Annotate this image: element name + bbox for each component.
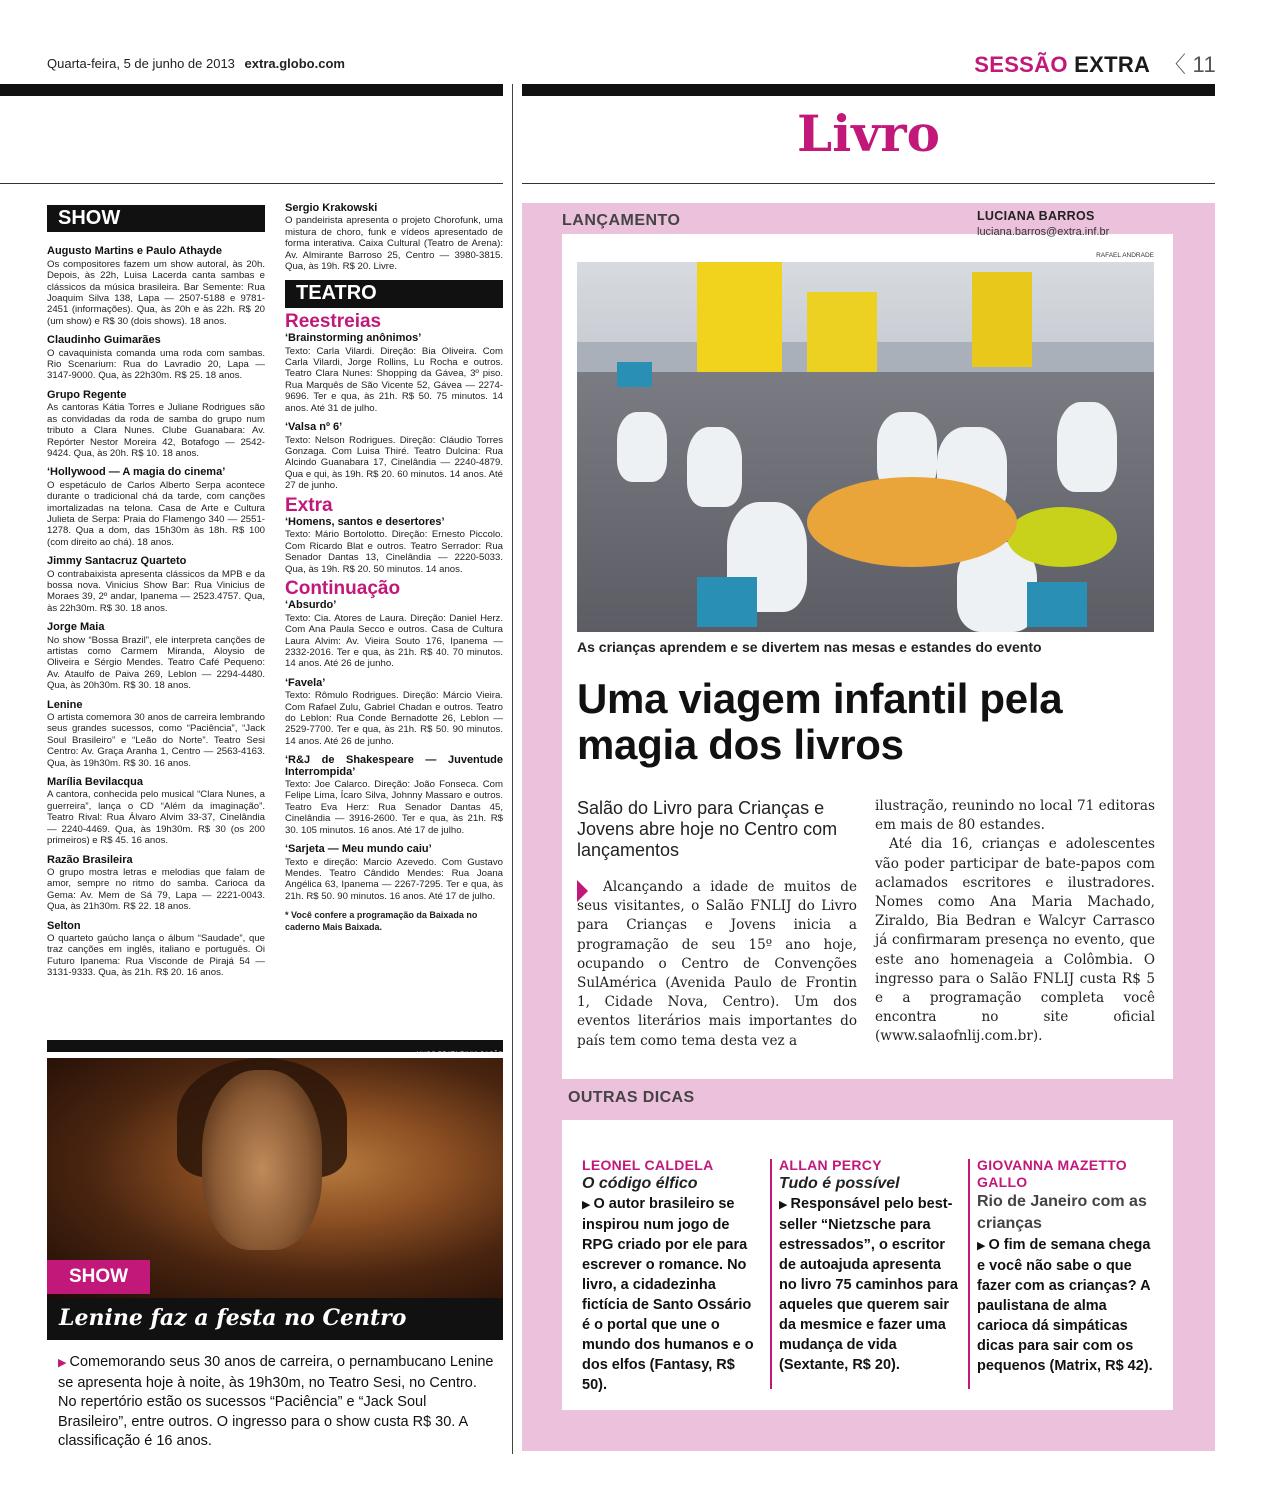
feature-body (58, 1353, 498, 1452)
headline: Uma viagem infantil pela magia dos livros (577, 675, 1063, 768)
feature-title: Lenine faz a festa no Centro (47, 1298, 503, 1340)
listing-text: As cantoras Kátia Torres e Juliane Rodrigues são as convidadas da roda de samba do grupo num tributo a Clara Nunes. Clube Guanabara: Av. Repórter Nestor Moreira 42, Botafogo — 2542-9424. Qua, às 20h. R$ 10. 18 anos. (47, 402, 265, 459)
body-column-2 (875, 797, 1155, 1047)
listing-item (47, 390, 265, 459)
dica-title: O código élfico (582, 1175, 698, 1192)
dica-body (779, 1194, 959, 1375)
kids-photo (577, 262, 1154, 632)
listing-text: O espetáculo de Carlos Alberto Serpa acontece durante o tradicional chá da tarde, com canções imortalizadas na telona. Casa de Arte e Cultura Julieta de Serpa: Praia do Flamengo 340 — 2551-1278. Qua a dom, das 15h30m às 18h. R$ 100 (com direito ao chá). 18 anos. (47, 479, 265, 548)
dica-body (582, 1194, 762, 1395)
body-column-1 (577, 878, 857, 1051)
listing-text: Texto e direção: Marcio Azevedo. Com Gustavo Mendes. Teatro Cândido Mendes: Rua Joana Angélica 63, Ipanema — 2267-7295. Ter e qua, às 21h. R$ 50. 90 minutos. 16 anos. Até 17 de julho. (285, 856, 503, 902)
dica-body-text: O autor brasileiro se inspirou num jogo de RPG criado por ele para escrever o romance. No livro, a cidadezinha fictícia de Santo Ossário é o portal que une o mundo dos humanos e o dos elfos (Fantasy, R$ 50). (582, 1196, 754, 1393)
dica-card (779, 1157, 959, 1375)
listing-text: O artista comemora 30 anos de carreira lembrando seus grandes sucessos, como “Paciência”, “Jack Soul Brasileiro” e “Leão do Norte”. Teatro Sesi Centro: Av. Graça Aranha 1, Centro — 2563-4163. Qua, às 19h30m. R$ 30. 16 anos. (47, 712, 265, 769)
listing-title: Jimmy Santacruz Quarteto (47, 555, 187, 568)
listing-text: Texto: Rômulo Rodrigues. Direção: Márcio Vieira. Com Rafael Zulu, Gabriel Chadan e outros. Teatro do Leblon: Rua Conde Bernadotte 26, Leblon — 2529-7700. Ter e qua, às 21h. R$ 50. 90 minutos. 14 anos. Até 26 de junho. (285, 690, 503, 747)
thin-rule-right (522, 183, 1215, 184)
photo-child (617, 412, 667, 482)
photo-face-shape (202, 1070, 322, 1250)
listing-item (47, 622, 265, 691)
listing-title: Jorge Maia (47, 621, 105, 634)
dica-body-text: O fim de semana chega e você não sabe o que fazer com as crianças? A paulistana de alma carioca dá simpáticas dicas para sair com os pequenos (Matrix, R$ 42). (977, 1237, 1153, 1374)
subhead-reestreias: Reestreias (285, 310, 382, 332)
section-header (974, 48, 1216, 79)
feature-body-text: Comemorando seus 30 anos de carreira, o pernambucano Lenine se apresenta hoje à noite, às 19h30m, no Teatro Sesi, no Centro. No repertório estão os sucessos “Paciência” e “Jack Soul Brasileiro”, entre outros. O ingresso para o show custa R$ 30. A classificação é 16 anos. (58, 1354, 494, 1449)
dica-author: GIOVANNA MAZETTO GALLO (977, 1157, 1127, 1190)
dica-divider (968, 1159, 970, 1389)
listing-item (47, 855, 265, 913)
teatro-listings (285, 203, 503, 933)
subhead-extra: Extra (285, 494, 333, 516)
author-email[interactable]: luciana.barros@extra.inf.br (977, 226, 1110, 238)
deck: Salão do Livro para Crianças e Jovens abre hoje no Centro com lançamentos (577, 798, 838, 860)
listing-title: Claudinho Guimarães (47, 334, 161, 347)
section-label-b: EXTRA (1074, 52, 1150, 77)
dica-author: ALLAN PERCY (779, 1157, 882, 1173)
listing-item (285, 678, 503, 747)
listing-item (285, 333, 503, 414)
listing-title: Razão Brasileira (47, 853, 133, 866)
footnote: * Você confere a programação da Baixada no caderno Mais Baixada. (285, 910, 478, 932)
dica-title: Tudo é possível (779, 1175, 900, 1192)
listing-item (47, 777, 265, 846)
listing-text: Texto: Joe Calarco. Direção: João Fonseca. Com Felipe Lima, Ícaro Silva, Johnny Massaro e outros. Teatro Eva Herz: Rua Senador Dantas 45, Cinelândia — 3916-2600. Ter e qua, às 21h. R$ 30. 105 minutos. 16 anos. Até 17 de julho. (285, 779, 503, 836)
listing-text: Texto: Carla Vilardi. Direção: Bia Oliveira. Com Carla Vilardi, Jorge Rollins, Lu Rocha e outros. Teatro Clara Nunes: Shopping da Gávea, 3º piso. Rua Marquês de São Vicente 52, Gávea — 2274-9696. Ter e qua, às 21h. R$ 50. 75 minutos. 14 anos. Até 31 de julho. (285, 345, 503, 414)
listing-text: O cavaquinista comanda uma roda com sambas. Rio Scenarium: Rua do Lavradio 20, Lapa — 3147-9000. Qua, às 22h30m. R$ 25. 18 anos. (47, 347, 265, 382)
author-name: LUCIANA BARROS (977, 209, 1095, 223)
page-date (47, 56, 345, 71)
dica-card (582, 1157, 762, 1395)
listing-item (285, 755, 503, 836)
article-label: LANÇAMENTO (562, 212, 681, 229)
listing-item (285, 422, 503, 491)
show-tag: SHOW (47, 1260, 150, 1294)
photo-table (807, 477, 1017, 567)
photo-stool (617, 362, 652, 387)
dica-divider (770, 1159, 772, 1389)
bullet-triangle-icon: ▶ (977, 1240, 986, 1252)
bullet-triangle-icon: ▶ (779, 1199, 788, 1211)
photo-yellow-panel (807, 292, 877, 372)
dica-author: LEONEL CALDELA (582, 1157, 714, 1173)
photo-yellow-panel (697, 262, 782, 372)
listing-item (285, 600, 503, 669)
listing-title: Lenine (47, 698, 83, 711)
body-text: Até dia 16, crianças e adolescentes vão poder participar de bate-papos com aclamados escritores e ilustradores. Nomes como Ana Maria Machado, Ziraldo, Bia Bedran e Walcyr Carrasco já confirmaram presença no evento, que este ano homenageia a Colômbia. O ingresso para o Salão FNLIJ custa R$ 5 e a programação completa você encontra no site oficial (www.salaofnlij.com.br). (875, 836, 1155, 1045)
listing-item (47, 246, 265, 327)
listing-title: ‘R&J de Shakespeare — Juventude Interrompida’ (285, 754, 503, 778)
column-divider (512, 84, 513, 1454)
listing-text: O pandeirista apresenta o projeto Chorofunk, uma mistura de choro, funk e vídeos apresentado de forma interativa. Caixa Cultural (Teatro de Arena): Av. Almirante Barroso 25, Centro — 3980-3815. Qua, às 19h. R$ 20. Livre. (285, 215, 503, 273)
photo-child (687, 427, 742, 507)
listing-text: Texto: Nelson Rodrigues. Direção: Cláudio Torres Gonzaga. Com Luisa Thiré. Teatro Dulcina: Rua Alcindo Guanabara 17, Cinelândia — 2240-4879. Qua e qui, às 19h. R$ 20. 60 minutos. 14 anos. Até 27 de junho. (285, 434, 503, 492)
photo-credit: HUGO PRATA/DIVULGAÇÃO (416, 1051, 503, 1058)
listing-title: Selton (47, 919, 81, 932)
photo-credit: RAFAEL ANDRADE (1096, 252, 1154, 259)
outras-dicas-label: OUTRAS DICAS (568, 1089, 695, 1106)
listing-title: ‘Sarjeta — Meu mundo caiu’ (285, 843, 432, 856)
listing-item (47, 700, 265, 769)
photo-yellow-panel (972, 272, 1032, 367)
listing-item (47, 921, 265, 979)
show-heading: SHOW (47, 205, 265, 232)
listing-item (285, 844, 503, 902)
listing-text: Texto: Mário Bortolotto. Direção: Ernesto Piccolo. Com Ricardo Blat e outros. Teatro Serrador: Rua Senador Dantas 13, Cinelândia — 2220-5033. Qua, às 19h. R$ 20. 50 minutos. 14 anos. (285, 529, 503, 575)
listing-item (285, 517, 503, 575)
teatro-heading: TEATRO (285, 280, 503, 307)
section-label-a: SESSÃO (974, 52, 1068, 77)
listing-item (47, 335, 265, 382)
photo-stool (697, 577, 757, 627)
site-url[interactable]: extra.globo.com (244, 56, 345, 71)
section-title: Livro (797, 104, 940, 163)
top-rule-right (522, 84, 1215, 96)
listing-title: Sergio Krakowski (285, 202, 378, 214)
body-text: ilustração, reunindo no local 71 editoras em mais de 80 estandes. (875, 798, 1155, 834)
date-text: Quarta-feira, 5 de junho de 2013 (47, 56, 235, 71)
listing-text: O contrabaixista apresenta clássicos da MPB e da bossa nova. Vinicius Show Bar: Rua Vinicius de Moraes 39, 2º andar, Ipanema — 2523.4757. Qua, às 22h30m. R$ 30. 18 anos. (47, 568, 265, 614)
bullet-triangle-icon: ▶ (58, 1357, 67, 1369)
listing-item (47, 467, 265, 548)
top-rule-left (0, 84, 503, 96)
listing-title: ‘Homens, santos e desertores’ (285, 515, 445, 528)
photo-beanbag (1007, 507, 1117, 567)
listing-title: ‘Hollywood — A magia do cinema’ (47, 466, 226, 479)
listing-title: ‘Valsa nº 6’ (285, 421, 343, 434)
listing-text: Texto: Cia. Atores de Laura. Direção: Daniel Herz. Com Ana Paula Secco e outros. Casa de Cultura Laura Alvim: Av. Vieira Souto 176, Ipanema — 2332-2016. Ter e qua, às 21h. R$ 40. 70 minutos. 14 anos. Até 26 de junho. (285, 612, 503, 670)
bullet-triangle-icon: ▶ (582, 1199, 591, 1211)
listing-title: ‘Brainstorming anônimos’ (285, 332, 422, 345)
dica-title: Rio de Janeiro com as crianças (977, 1193, 1147, 1232)
page-number: 〈 11 (1163, 52, 1216, 77)
listing-title: Augusto Martins e Paulo Athayde (47, 245, 223, 258)
photo-stool (1027, 582, 1087, 627)
listing-text: No show “Bossa Brazil”, ele interpreta canções de artistas como Carmem Miranda, Aloysio de Oliveira e Sérgio Mendes. Teatro Café Pequeno: Av. Ataulfo de Paiva 269, Leblon — 2294-4480. Qua, às 20h30m. R$ 30. 18 anos. (47, 634, 265, 692)
listing-title: Grupo Regente (47, 388, 127, 401)
listing-title: ‘Favela’ (285, 676, 326, 689)
photo-child (1057, 402, 1117, 492)
dica-body (977, 1235, 1157, 1376)
body-text: Alcançando a idade de muitos de seus visitantes, o Salão FNLIJ do Livro para Crianças e Jovens inicia a programação de seu 15º ano hoje, ocupando o Centro de Convenções SulAmérica (Avenida Paulo de Frontin 1, Cidade Nova, Centro). Um dos eventos literários mais importantes do país tem como tema desta vez a (577, 879, 857, 1049)
thin-rule-left (0, 183, 503, 184)
listing-text: O quarteto gaúcho lança o álbum “Saudade”, que traz canções em inglês, italiano e português. Oi Futuro Ipanema: Rua Visconde de Pirajá 54 — 3131-9333. Qua, às 21h. R$ 20. 16 anos. (47, 932, 265, 979)
dica-card (977, 1157, 1157, 1376)
listing-text: A cantora, conhecida pelo musical “Clara Nunes, a guerreira”, lança o CD “Além da imaginação”. Teatro Rival: Rua Álvaro Alvim 33-37, Cinelândia — 2240-4469. Qua, às 19h30m. R$ 30 (os 200 primeiros) e R$ 45. 16 anos. (47, 789, 265, 847)
dica-body-text: Responsável pelo best-seller “Nietzsche para estressados”, o escritor de autoajuda apresenta no livro 75 caminhos para aqueles que querem sair da mesmice e fazer uma mudança de vida (Sextante, R$ 20). (779, 1196, 958, 1373)
listing-text: Os compositores fazem um show autoral, às 20h. Depois, às 22h, Luisa Lacerda canta sambas e clássicos da música brasileira. Bar Semente: Rua Joaquim Silva 138, Lapa — 2507-5188 e 9781-2451 (informações). Qua, às 20h e às 22h. R$ 20 (um show) e R$ 30 (dois shows). 18 anos. (47, 258, 265, 327)
photo-caption: As crianças aprendem e se divertem nas mesas e estandes do evento (577, 639, 1042, 655)
listing-title: ‘Absurdo’ (285, 599, 337, 612)
show-listings (47, 205, 265, 987)
subhead-continuacao: Continuação (285, 577, 401, 599)
listing-item (285, 203, 503, 272)
listing-text: O grupo mostra letras e melodias que falam de amor, sempre no ritmo do samba. Carioca da Gema: Av. Mem de Sá 79, Lapa — 2221-0043. Qua, às 21h30m. R$ 22. 18 anos. (47, 866, 265, 913)
listing-title: Marília Bevilacqua (47, 776, 143, 789)
listing-item (47, 556, 265, 614)
